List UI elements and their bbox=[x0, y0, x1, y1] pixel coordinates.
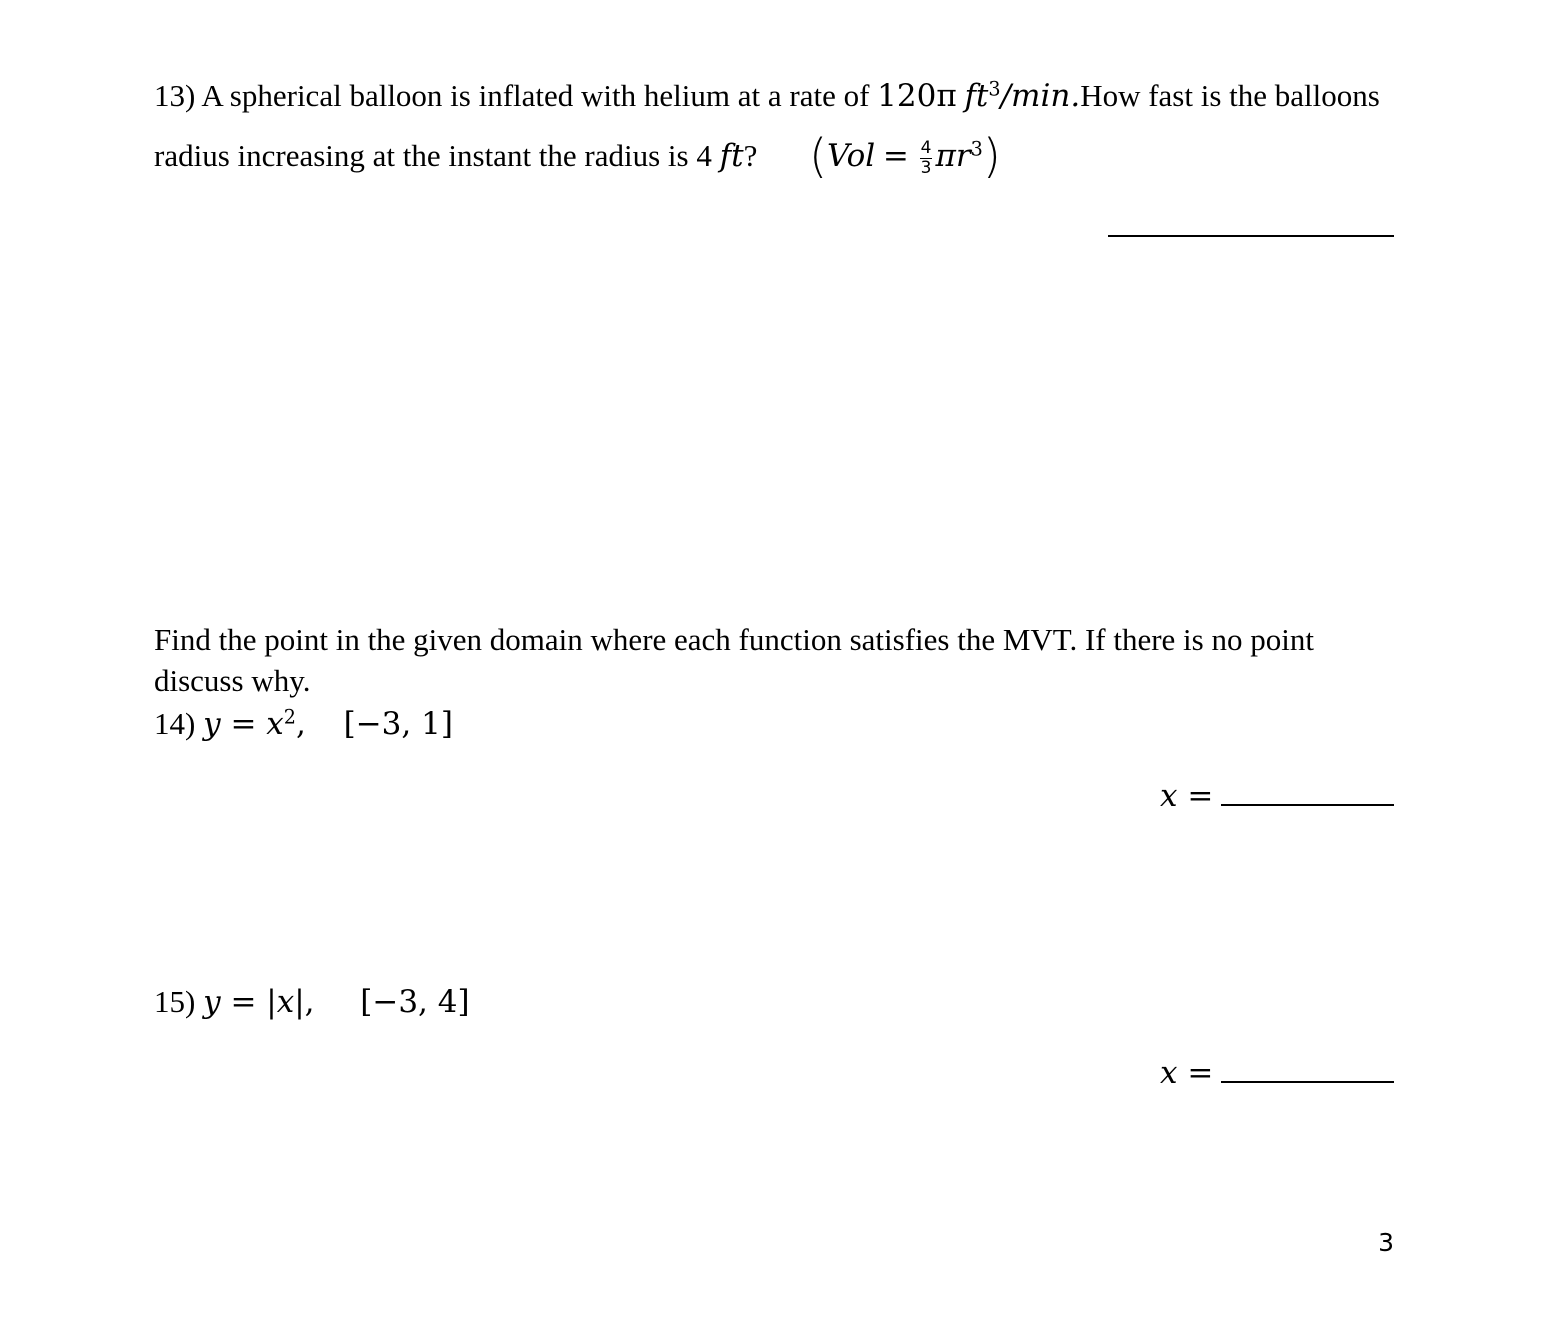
q13-text-4: ? bbox=[743, 138, 758, 173]
q13-answer-blank[interactable] bbox=[1108, 235, 1394, 237]
volume-formula: (Vol = $\frac{4}{3}$ $\pi r^3$) bbox=[809, 129, 1001, 183]
page-number: 3 bbox=[1378, 1228, 1394, 1257]
q15-line: 15) y = |x|, [−3, 4] bbox=[154, 984, 470, 1020]
mvt-instructions-line-1: Find the point in the given domain where each function satisfies the MVT. If there is no point bbox=[154, 622, 1314, 657]
q15-answer-label: x = bbox=[1160, 1055, 1214, 1091]
formula-lhs: Vol bbox=[827, 138, 876, 174]
q14-line: 14) $y = x^2$, [−3, 1] bbox=[154, 705, 453, 742]
q13-text-3: radius increasing at the instant the radius is 4 bbox=[154, 138, 712, 173]
q15-answer-blank[interactable] bbox=[1221, 1081, 1394, 1083]
q15-number: 15) bbox=[154, 984, 196, 1019]
q14-domain: [−3, 1] bbox=[343, 706, 453, 742]
formula-fraction: $\frac{4}{3}$ bbox=[920, 138, 932, 179]
q13-line-2 bbox=[154, 129, 1001, 183]
q13-text-1: A spherical balloon is inflated with helium at a rate of bbox=[201, 78, 870, 113]
q15-domain: [−3, 4] bbox=[360, 984, 470, 1020]
q13-text-2: How fast is the balloons bbox=[1080, 78, 1380, 113]
q14-number: 14) bbox=[154, 706, 196, 741]
formula-rhs: $\pi r^3$ bbox=[935, 137, 983, 174]
mvt-instructions-line-2: discuss why. bbox=[154, 663, 311, 698]
q14-function: $y = x^2$ bbox=[203, 705, 296, 742]
q13-rate-unit: $ft^3/\min$. bbox=[964, 77, 1081, 114]
q14-answer-label: x = bbox=[1160, 778, 1214, 814]
q15-function: y = |x| bbox=[203, 984, 305, 1020]
q13-radius-unit: ft bbox=[719, 138, 744, 174]
q13-number: 13) bbox=[154, 78, 196, 113]
formula-equals: = bbox=[882, 138, 909, 174]
q13-line-1 bbox=[154, 77, 1380, 114]
q14-answer-blank[interactable] bbox=[1221, 804, 1394, 806]
q13-rate: 120π bbox=[877, 78, 957, 114]
